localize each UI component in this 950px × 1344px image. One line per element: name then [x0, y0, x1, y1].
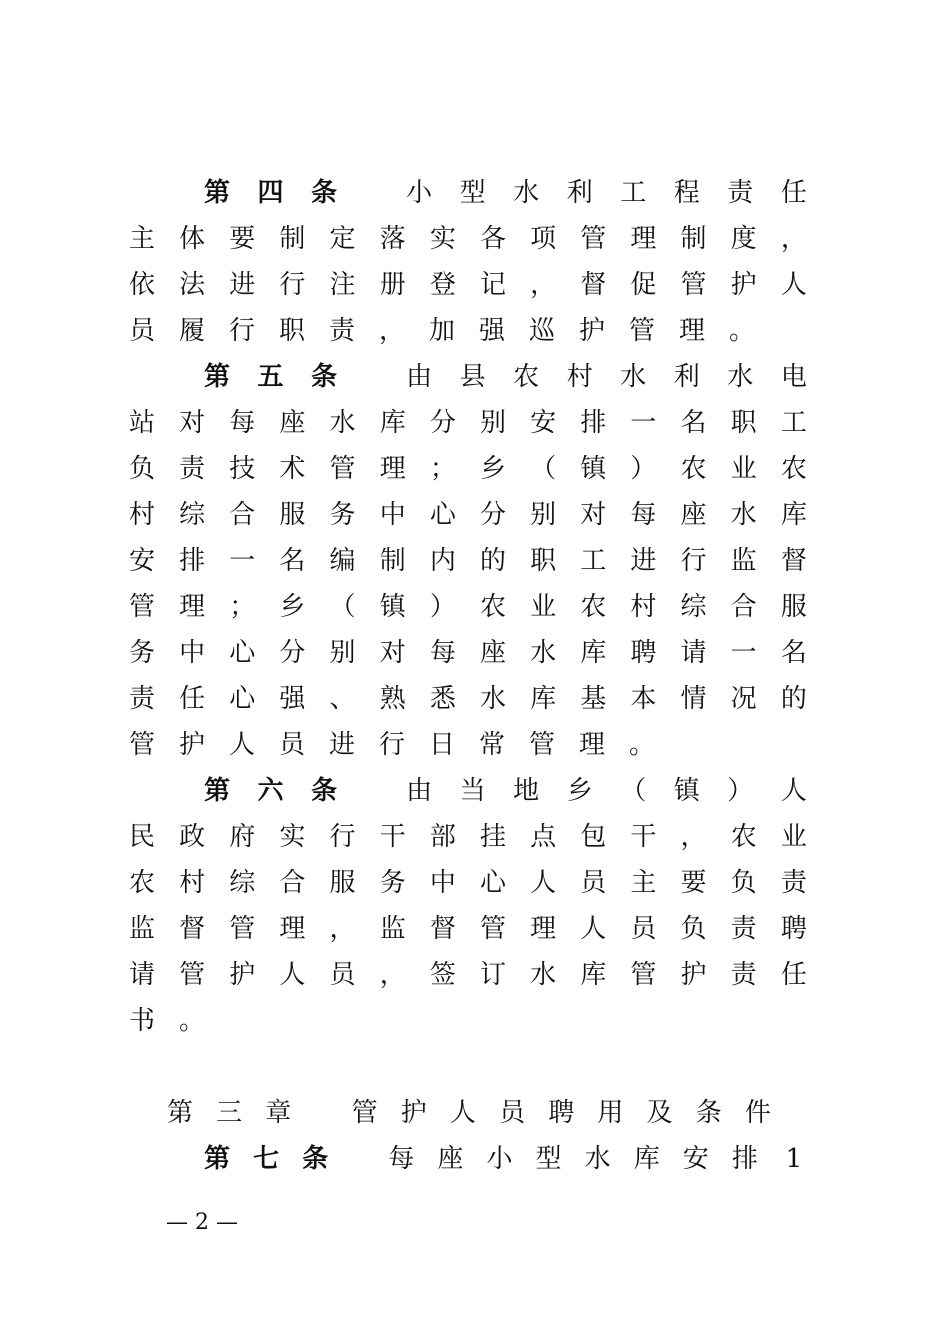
glyph: 职 — [530, 546, 557, 576]
glyph: 任 — [179, 684, 206, 714]
glyph: 第 — [166, 1098, 193, 1128]
glyph: 督 — [179, 914, 206, 944]
glyph: 强 — [279, 684, 306, 714]
glyph: 工 — [780, 408, 807, 438]
glyph: ， — [530, 270, 557, 300]
glyph: 排 — [580, 408, 607, 438]
glyph: ， — [379, 960, 406, 990]
glyph: 水 — [530, 638, 557, 668]
glyph: 地 — [513, 776, 540, 806]
body-line — [128, 814, 808, 860]
glyph: 人 — [580, 914, 607, 944]
glyph: 水 — [727, 362, 754, 392]
glyph: 负 — [730, 868, 757, 898]
glyph: 民 — [128, 822, 155, 852]
glyph: 条 — [311, 178, 338, 208]
glyph: 由 — [406, 362, 433, 392]
glyph: 心 — [229, 684, 256, 714]
glyph: 责 — [179, 454, 206, 484]
glyph: 农 — [580, 592, 607, 622]
glyph: 护 — [400, 1098, 427, 1128]
glyph: 用 — [597, 1098, 624, 1128]
glyph: 、 — [329, 684, 356, 714]
glyph: 实 — [279, 822, 306, 852]
glyph: （ — [620, 776, 647, 806]
body-line — [128, 262, 808, 308]
glyph: 理 — [179, 592, 206, 622]
glyph: 责 — [730, 914, 757, 944]
glyph: 签 — [429, 960, 456, 990]
glyph: 服 — [780, 592, 807, 622]
glyph: 中 — [179, 638, 206, 668]
glyph: 依 — [128, 270, 155, 300]
glyph: 管 — [329, 454, 356, 484]
glyph: 一 — [730, 638, 757, 668]
glyph: 农 — [730, 822, 757, 852]
body-line — [128, 446, 808, 492]
glyph: 员 — [580, 868, 607, 898]
glyph: 理 — [578, 730, 605, 760]
body-line — [128, 584, 808, 630]
glyph: 行 — [680, 546, 707, 576]
body-line — [128, 216, 808, 262]
glyph: 镇 — [379, 592, 406, 622]
glyph: 对 — [580, 500, 607, 530]
glyph: 情 — [680, 684, 707, 714]
glyph: 况 — [730, 684, 757, 714]
glyph: 条 — [311, 776, 338, 806]
body-line — [128, 860, 808, 906]
glyph: 挂 — [479, 822, 506, 852]
glyph: 。 — [178, 1006, 205, 1036]
glyph: 农 — [513, 362, 540, 392]
glyph: 业 — [530, 592, 557, 622]
glyph: 人 — [780, 270, 807, 300]
glyph: 护 — [680, 960, 707, 990]
glyph: 镇 — [580, 454, 607, 484]
glyph: 制 — [379, 546, 406, 576]
glyph: 册 — [379, 270, 406, 300]
glyph: 合 — [229, 500, 256, 530]
glyph: 术 — [279, 454, 306, 484]
glyph: 管 — [680, 270, 707, 300]
glyph: 管 — [630, 960, 657, 990]
glyph: 的 — [780, 684, 807, 714]
glyph: （ — [530, 454, 557, 484]
glyph: 要 — [229, 224, 256, 254]
glyph: 任 — [780, 178, 807, 208]
body-line — [128, 308, 808, 354]
glyph: 要 — [680, 868, 707, 898]
glyph: 心 — [429, 500, 456, 530]
glyph: 村 — [179, 868, 206, 898]
glyph: 利 — [673, 362, 700, 392]
glyph: 每 — [630, 500, 657, 530]
glyph: 干 — [630, 822, 657, 852]
glyph: 一 — [229, 546, 256, 576]
glyph: 管 — [229, 914, 256, 944]
glyph: 管 — [128, 730, 155, 760]
glyph: ； — [229, 592, 256, 622]
glyph: 村 — [630, 592, 657, 622]
glyph: 负 — [680, 914, 707, 944]
glyph: 利 — [566, 178, 593, 208]
glyph: 分 — [279, 638, 306, 668]
article-7-line — [203, 1136, 808, 1182]
glyph: 理 — [379, 454, 406, 484]
glyph: 水 — [329, 408, 356, 438]
glyph: 基 — [580, 684, 607, 714]
glyph: 分 — [479, 500, 506, 530]
glyph: 。 — [728, 316, 755, 346]
glyph: 心 — [479, 868, 506, 898]
body-line — [128, 538, 808, 584]
glyph: 程 — [673, 178, 700, 208]
glyph: 农 — [128, 868, 155, 898]
glyph: 包 — [580, 822, 607, 852]
glyph: 四 — [257, 178, 284, 208]
glyph: 分 — [429, 408, 456, 438]
glyph: 职 — [278, 316, 305, 346]
glyph: 水 — [584, 1144, 611, 1174]
glyph: 度 — [730, 224, 757, 254]
glyph: 管 — [528, 730, 555, 760]
glyph: 条 — [302, 1144, 329, 1174]
glyph: 每 — [429, 638, 456, 668]
glyph: 安 — [530, 408, 557, 438]
glyph: 干 — [379, 822, 406, 852]
glyph: 型 — [535, 1144, 562, 1174]
glyph: 理 — [530, 914, 557, 944]
glyph: 责 — [780, 868, 807, 898]
glyph: 件 — [744, 1098, 771, 1128]
glyph: 安 — [682, 1144, 709, 1174]
glyph: 中 — [429, 868, 456, 898]
glyph: 每 — [388, 1144, 415, 1174]
glyph: 水 — [479, 684, 506, 714]
glyph: 职 — [730, 408, 757, 438]
glyph: 小 — [486, 1144, 513, 1174]
glyph: 水 — [730, 500, 757, 530]
glyph: 本 — [630, 684, 657, 714]
glyph: 员 — [329, 960, 356, 990]
glyph: 库 — [530, 684, 557, 714]
glyph: 日 — [428, 730, 455, 760]
glyph: 行 — [228, 316, 255, 346]
glyph: 护 — [229, 960, 256, 990]
glyph: 部 — [429, 822, 456, 852]
glyph: 水 — [530, 960, 557, 990]
glyph: 管 — [351, 1098, 378, 1128]
glyph: ； — [429, 454, 456, 484]
glyph: 府 — [229, 822, 256, 852]
glyph: 第 — [203, 362, 230, 392]
glyph: 务 — [128, 638, 155, 668]
glyph: ， — [780, 224, 807, 254]
glyph: 监 — [730, 546, 757, 576]
glyph: 工 — [620, 178, 647, 208]
glyph: 综 — [179, 500, 206, 530]
glyph: ， — [378, 316, 405, 346]
glyph: 1 — [785, 1144, 803, 1174]
glyph: 服 — [279, 500, 306, 530]
glyph: 负 — [128, 454, 155, 484]
glyph: 工 — [580, 546, 607, 576]
glyph: 主 — [630, 868, 657, 898]
glyph: 村 — [128, 500, 155, 530]
glyph: 第 — [203, 1144, 230, 1174]
glyph: 管 — [580, 224, 607, 254]
glyph: 座 — [279, 408, 306, 438]
glyph: 人 — [279, 960, 306, 990]
glyph: 名 — [680, 408, 707, 438]
glyph: 村 — [566, 362, 593, 392]
glyph: 。 — [628, 730, 655, 760]
glyph: 业 — [730, 454, 757, 484]
glyph: 责 — [727, 178, 754, 208]
glyph: 乡 — [279, 592, 306, 622]
glyph: 座 — [479, 638, 506, 668]
glyph: 管 — [628, 316, 655, 346]
body-line — [128, 676, 808, 722]
glyph: 合 — [279, 868, 306, 898]
glyph: 行 — [329, 822, 356, 852]
glyph: 实 — [429, 224, 456, 254]
glyph: 合 — [730, 592, 757, 622]
glyph: 各 — [479, 224, 506, 254]
glyph: 任 — [780, 960, 807, 990]
article-heading-line — [203, 768, 808, 814]
glyph: 督 — [580, 270, 607, 300]
glyph: 责 — [328, 316, 355, 346]
glyph: 督 — [780, 546, 807, 576]
glyph: 督 — [429, 914, 456, 944]
glyph: 员 — [499, 1098, 526, 1128]
glyph: 理 — [279, 914, 306, 944]
glyph: ， — [680, 822, 707, 852]
glyph: 排 — [731, 1144, 758, 1174]
glyph: 熟 — [379, 684, 406, 714]
glyph: 责 — [128, 684, 155, 714]
glyph: 聘 — [630, 638, 657, 668]
glyph: 法 — [179, 270, 206, 300]
glyph: 理 — [630, 224, 657, 254]
glyph: 员 — [128, 316, 155, 346]
glyph: 农 — [680, 454, 707, 484]
glyph: 名 — [780, 638, 807, 668]
glyph: 体 — [179, 224, 206, 254]
glyph: 条 — [695, 1098, 722, 1128]
glyph: 内 — [429, 546, 456, 576]
glyph: 当 — [459, 776, 486, 806]
glyph: 对 — [179, 408, 206, 438]
glyph: 及 — [646, 1098, 673, 1128]
glyph: 水 — [513, 178, 540, 208]
glyph: 强 — [478, 316, 505, 346]
glyph: 项 — [530, 224, 557, 254]
body-line — [128, 722, 808, 768]
glyph: 排 — [179, 546, 206, 576]
glyph: 理 — [678, 316, 705, 346]
body-line — [128, 952, 808, 998]
glyph: 管 — [128, 592, 155, 622]
glyph: 技 — [229, 454, 256, 484]
page-number: — 2 — — [166, 1210, 238, 1235]
glyph: 人 — [530, 868, 557, 898]
glyph: 别 — [530, 500, 557, 530]
glyph: 务 — [329, 500, 356, 530]
glyph: 农 — [780, 454, 807, 484]
glyph: 站 — [128, 408, 155, 438]
glyph: 安 — [128, 546, 155, 576]
glyph: 护 — [178, 730, 205, 760]
glyph: 县 — [459, 362, 486, 392]
glyph: 服 — [329, 868, 356, 898]
glyph: 六 — [257, 776, 284, 806]
glyph: ） — [727, 776, 754, 806]
glyph: 管 — [479, 914, 506, 944]
glyph: 请 — [680, 638, 707, 668]
glyph: 员 — [278, 730, 305, 760]
glyph: 库 — [379, 408, 406, 438]
glyph: 常 — [478, 730, 505, 760]
glyph: 进 — [630, 546, 657, 576]
glyph: 点 — [530, 822, 557, 852]
body-line — [128, 400, 808, 446]
glyph: 中 — [379, 500, 406, 530]
glyph: 综 — [680, 592, 707, 622]
glyph: 别 — [329, 638, 356, 668]
glyph: 登 — [429, 270, 456, 300]
glyph: 农 — [479, 592, 506, 622]
glyph: 责 — [730, 960, 757, 990]
body-line — [128, 492, 808, 538]
glyph: 库 — [780, 500, 807, 530]
glyph: 座 — [437, 1144, 464, 1174]
body-line — [128, 630, 808, 676]
glyph: 管 — [179, 960, 206, 990]
glyph: 请 — [128, 960, 155, 990]
glyph: 第 — [203, 178, 230, 208]
glyph: 监 — [128, 914, 155, 944]
glyph: 注 — [329, 270, 356, 300]
glyph: 心 — [229, 638, 256, 668]
glyph: 电 — [780, 362, 807, 392]
glyph: ） — [429, 592, 456, 622]
glyph: 每 — [229, 408, 256, 438]
body-line — [128, 998, 808, 1044]
glyph: 乡 — [479, 454, 506, 484]
glyph: 悉 — [429, 684, 456, 714]
glyph: 巡 — [528, 316, 555, 346]
glyph: （ — [329, 592, 356, 622]
glyph: 型 — [459, 178, 486, 208]
glyph: 章 — [265, 1098, 292, 1128]
glyph: 员 — [630, 914, 657, 944]
glyph: 行 — [378, 730, 405, 760]
glyph: 制 — [279, 224, 306, 254]
glyph: 履 — [178, 316, 205, 346]
glyph: 水 — [620, 362, 647, 392]
glyph: 七 — [253, 1144, 280, 1174]
glyph: 库 — [580, 960, 607, 990]
article-heading-line — [203, 354, 808, 400]
glyph: 人 — [780, 776, 807, 806]
glyph: 护 — [730, 270, 757, 300]
glyph: 综 — [229, 868, 256, 898]
glyph: 别 — [479, 408, 506, 438]
glyph: 促 — [630, 270, 657, 300]
glyph: 聘 — [780, 914, 807, 944]
body-line — [128, 906, 808, 952]
glyph: 第 — [203, 776, 230, 806]
glyph: 监 — [379, 914, 406, 944]
glyph: 进 — [229, 270, 256, 300]
glyph: 人 — [449, 1098, 476, 1128]
glyph: 人 — [228, 730, 255, 760]
glyph: 的 — [479, 546, 506, 576]
chapter-heading — [166, 1090, 772, 1136]
glyph: 编 — [329, 546, 356, 576]
glyph: 加 — [428, 316, 455, 346]
glyph: 聘 — [548, 1098, 575, 1128]
glyph: 记 — [479, 270, 506, 300]
glyph: ， — [329, 914, 356, 944]
glyph: 小 — [406, 178, 433, 208]
glyph: ） — [630, 454, 657, 484]
glyph: 书 — [128, 1006, 155, 1036]
glyph: 乡 — [566, 776, 593, 806]
glyph: 定 — [329, 224, 356, 254]
glyph: 务 — [379, 868, 406, 898]
glyph: 库 — [633, 1144, 660, 1174]
glyph: 由 — [406, 776, 433, 806]
glyph: 制 — [680, 224, 707, 254]
glyph: 镇 — [673, 776, 700, 806]
glyph: 进 — [328, 730, 355, 760]
glyph: 对 — [379, 638, 406, 668]
glyph: 订 — [479, 960, 506, 990]
glyph: 一 — [630, 408, 657, 438]
glyph: 名 — [279, 546, 306, 576]
glyph: 库 — [580, 638, 607, 668]
glyph: 落 — [379, 224, 406, 254]
glyph: 五 — [257, 362, 284, 392]
glyph: 主 — [128, 224, 155, 254]
glyph: 行 — [279, 270, 306, 300]
glyph: 三 — [216, 1098, 243, 1128]
glyph: 护 — [578, 316, 605, 346]
article-heading-line — [203, 170, 808, 216]
glyph: 座 — [680, 500, 707, 530]
glyph: 业 — [780, 822, 807, 852]
glyph: 政 — [179, 822, 206, 852]
glyph: 条 — [311, 362, 338, 392]
